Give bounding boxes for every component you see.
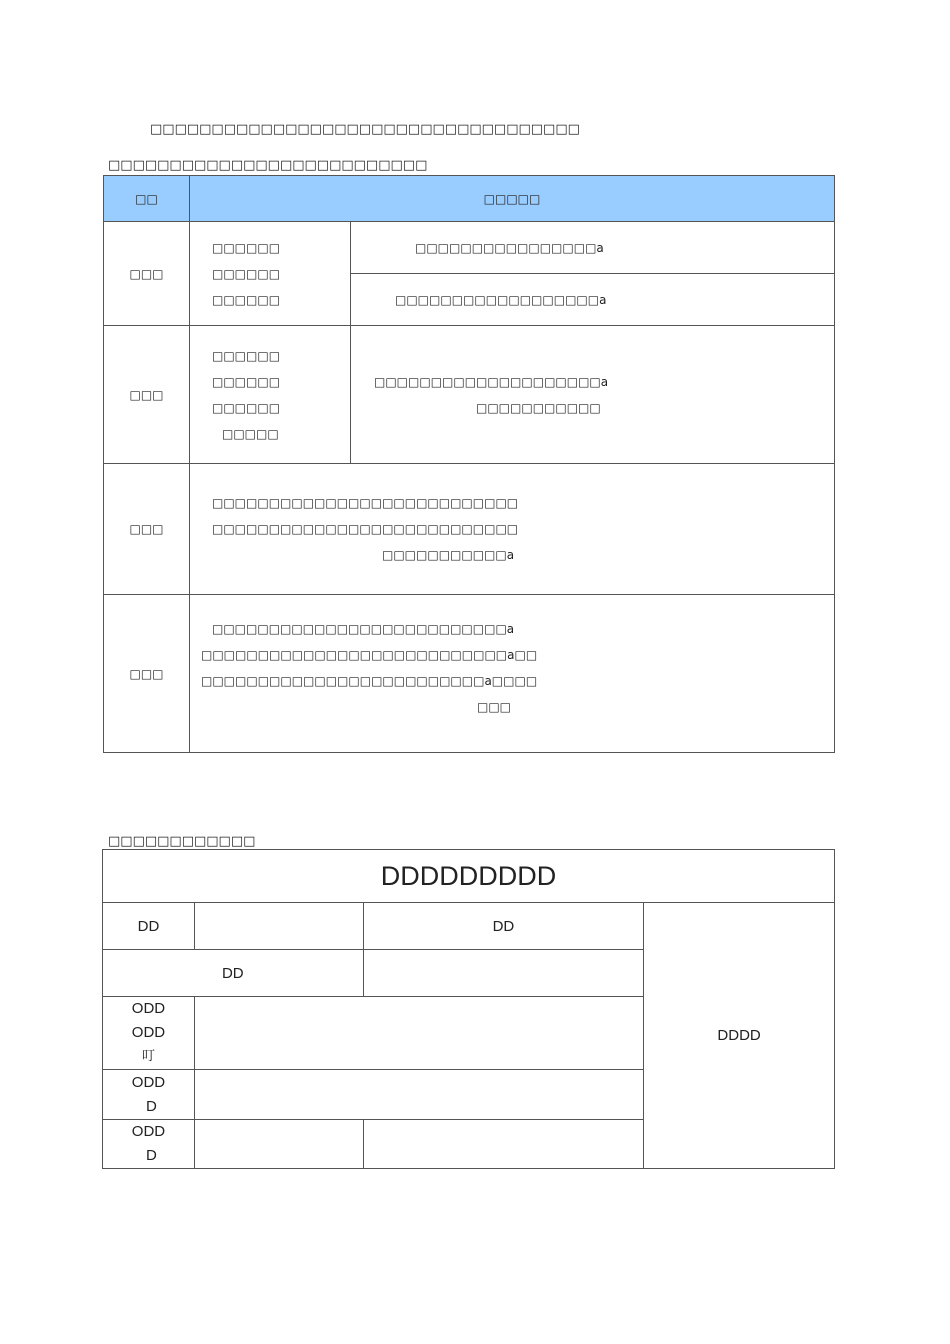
r1-label: DD [103,903,195,950]
row2-mid-line: □□□□□□ [212,400,281,415]
row2-mid-line: □□□□□ [222,426,279,441]
row3-line: □□□□□□□□□□□□□□□□□□□□□□□□□□□ [212,496,519,510]
row4-body [190,595,835,753]
photo-cell: DDDD [644,903,835,1169]
table-row [103,903,835,950]
row3-line: □□□□□□□□□□□□□□□□□□□□□□□□□□□ [212,522,519,536]
r2-value[interactable] [363,950,644,997]
row4-line: □□□□□□□□□□□□□□□□□□□□□□□□□a□□□□ [201,673,538,688]
row2-label: □□□ [104,326,190,464]
row4-line: □□□□□□□□□□□□□□□□□□□□□□□□□□a [212,621,515,636]
row2-mid [190,326,351,464]
r5-label [103,1120,195,1169]
row4-line: □□□□□□□□□□□□□□□□□□□□□□□□□□□a□□ [201,647,538,662]
r3-label-line: 叮 [141,1049,155,1064]
header-col1: □□ [104,176,190,222]
r5-value-1[interactable] [194,1120,363,1169]
row1-mid-line: □□□□□□ [212,292,281,307]
row1-mid [190,222,351,326]
r3-label-line: ODD [131,1024,166,1041]
table2-caption: □□□□□□□□□□□□ [108,834,256,849]
row1-label: □□□ [104,222,190,326]
r4-label-line: ODD [131,1073,166,1091]
row2-right [351,326,835,464]
r5-label-line: ODD [131,1123,166,1140]
row1-right-1: □□□□□□□□□□□□□□□□a [351,222,835,274]
table-row [104,595,835,753]
table-row [104,222,835,274]
table-row [103,850,835,903]
table1-caption: □□□□□□□□□□□□□□□□□□□□□□□□□□ [108,158,428,173]
registration-table [102,849,835,1169]
row3-label: □□□ [104,464,190,595]
table-row [104,464,835,595]
row1-right-2: □□□□□□□□□□□□□□□□□□a [351,274,835,326]
header-col2: □□□□□ [190,176,835,222]
row3-line: □□□□□□□□□□□a [382,548,515,562]
r5-label-line: D [146,1147,157,1164]
row1-mid-line: □□□□□□ [212,266,281,281]
row4-line: □□□ [477,699,512,714]
r2-label: DD [103,950,364,997]
r1-value[interactable] [194,903,363,950]
row2-right-line: □□□□□□□□□□□□□□□□□□□□a [374,374,609,389]
row2-mid-line: □□□□□□ [212,374,281,389]
registration-title: DDDDDDDDD [103,850,835,903]
row1-mid-line: □□□□□□ [212,240,281,255]
criteria-table [103,175,835,753]
criteria-header-row [104,176,835,222]
intro-line: □□□□□□□□□□□□□□□□□□□□□□□□□□□□□□□□□□□ [150,122,580,137]
row3-body [190,464,835,595]
r3-value[interactable] [194,997,643,1070]
r3-label [103,997,195,1070]
r4-value[interactable] [194,1070,643,1120]
table-row [104,326,835,464]
row4-label: □□□ [104,595,190,753]
r5-value-2[interactable] [363,1120,644,1169]
r1-label-2: DD [363,903,644,950]
r3-label-line: ODD [131,1000,166,1017]
r4-label-line: D [146,1097,157,1115]
r4-label [103,1070,195,1120]
row2-mid-line: □□□□□□ [212,348,281,363]
row2-right-line: □□□□□□□□□□□ [476,400,601,415]
